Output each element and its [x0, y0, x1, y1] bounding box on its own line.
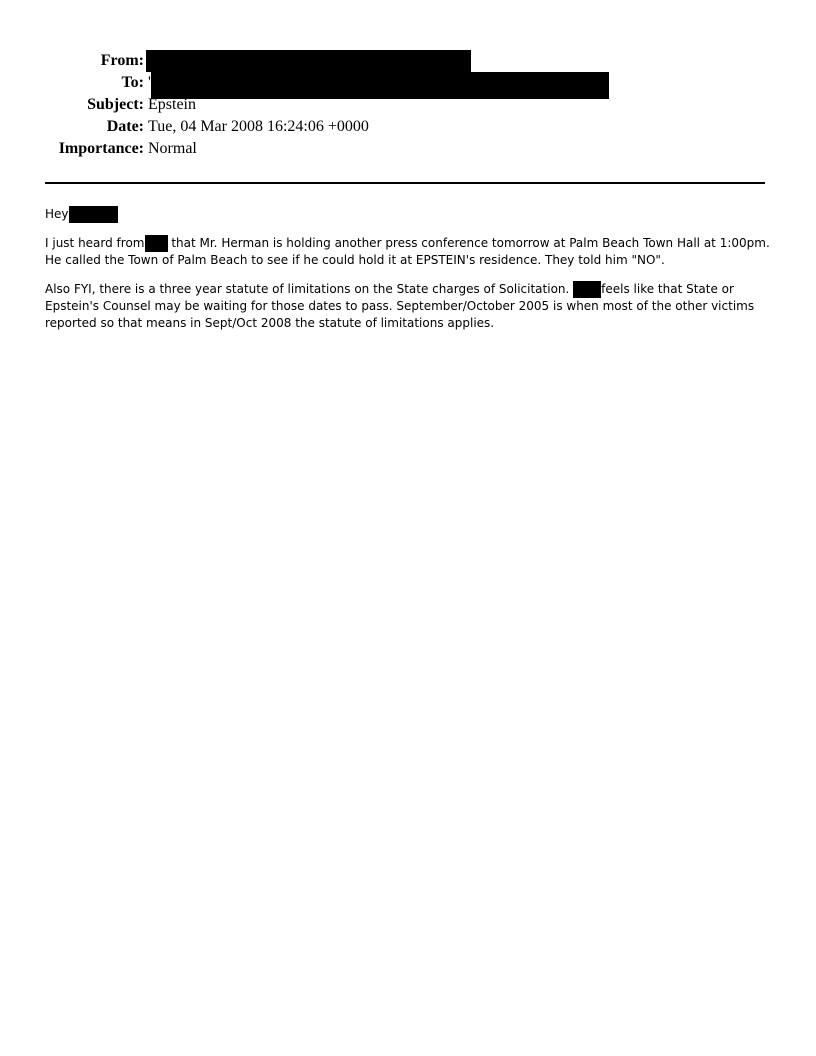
importance-value: Normal: [148, 140, 197, 157]
to-label: To:: [121, 74, 144, 91]
redaction-bar: [146, 50, 471, 72]
redaction-bar: [69, 206, 118, 223]
redaction-bar: [145, 235, 168, 252]
subject-value: Epstein: [148, 96, 196, 113]
paragraph-2-rest: feels like that State or Epstein's Counsel may be waiting for those dates to pass. September/October 2005 is when most of the other victims reported so that means in Sept/Oct 2008 the statute of limitations applies.: [45, 282, 755, 330]
from-label: From:: [100, 52, 144, 69]
importance-row: [0, 138, 816, 160]
importance-label: Importance:: [58, 140, 144, 157]
greeting: [45, 206, 775, 223]
subject-label: Subject:: [87, 96, 144, 113]
date-value: Tue, 04 Mar 2008 16:24:06 +0000: [148, 118, 369, 135]
paragraph-2-start: Also FYI, there is a three year statute of limitations on the State charges of Solicitation.: [45, 282, 574, 296]
paragraph-1: [45, 235, 775, 269]
from-row: [0, 50, 816, 72]
date-row: [0, 116, 816, 138]
email-body: [45, 206, 775, 344]
paragraph-1-start: I just heard from: [45, 236, 145, 250]
email-header: [0, 50, 816, 160]
greeting-text: Hey: [45, 207, 69, 221]
from-value: [148, 50, 471, 72]
header-divider: [45, 182, 765, 184]
to-prefix: ': [148, 74, 151, 91]
redaction-bar: [573, 281, 601, 298]
subject-row: [0, 94, 816, 116]
to-row: [0, 72, 816, 94]
date-label: Date:: [106, 118, 144, 135]
paragraph-2: [45, 281, 775, 332]
paragraph-1-rest: that Mr. Herman is holding another press conference tomorrow at Palm Beach Town Hall at 1:00pm. He called the Town of Palm Beach to see if he could hold it at EPSTEIN's residence. They told him "NO".: [45, 236, 770, 267]
